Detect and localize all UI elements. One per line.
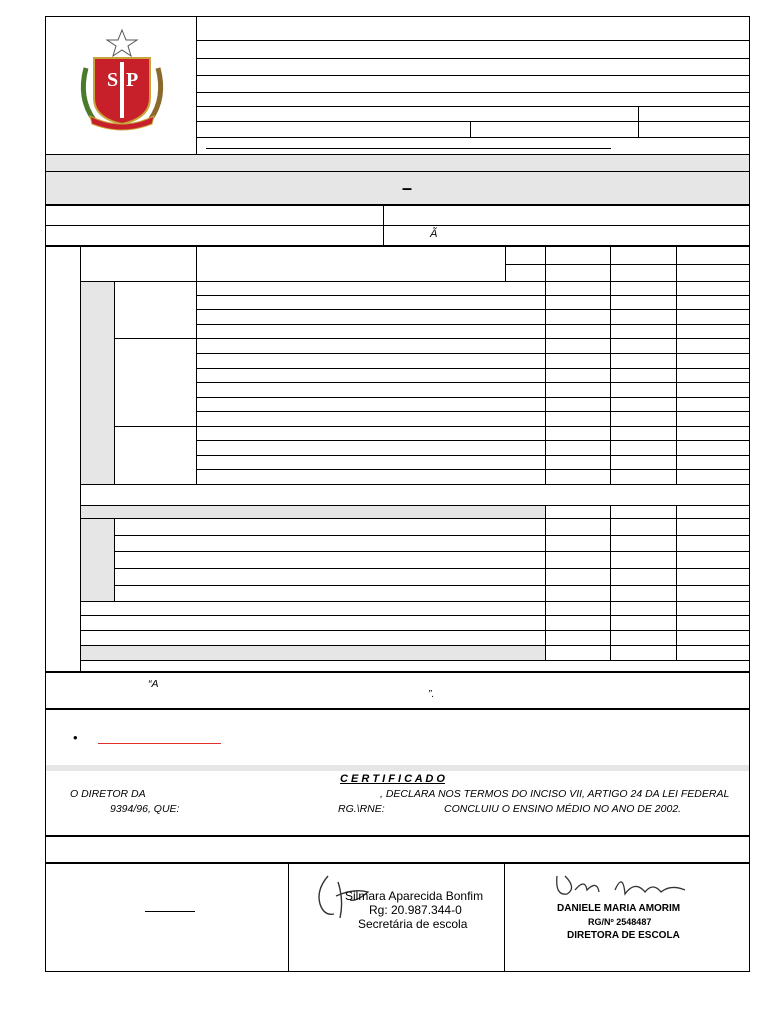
subject-row-line: [196, 338, 750, 339]
subject-row-line: [196, 440, 750, 441]
secretary-role: Secretária de escola: [358, 917, 468, 931]
total-band: [81, 646, 545, 660]
subject-row-line: [196, 411, 750, 412]
grades-header-divider: [196, 246, 197, 281]
header-row-line: [196, 106, 750, 107]
grades-header-line: [80, 281, 750, 282]
grades-header-line: [505, 264, 750, 265]
diversified-area-divider: [114, 518, 115, 601]
subject-row-line: [114, 535, 750, 536]
area-divider: [114, 281, 115, 484]
grades-col-divider: [610, 505, 611, 660]
director-name: DANIELE MARIA AMORIM: [557, 903, 681, 914]
certificate-line1-end: , DECLARA NOS TERMOS DO INCISO VII, ARTIGO 24 DA LEI FEDERAL: [380, 788, 730, 800]
header-row-line: [196, 58, 750, 59]
director-rg: RG/Nº 2548487: [588, 917, 652, 927]
signature-divider: [288, 863, 289, 972]
subject-row-line: [196, 353, 750, 354]
stamp-line: [145, 911, 195, 912]
header-row-line: [196, 75, 750, 76]
secretary-name: Silmara Aparecida Bonfim: [345, 889, 484, 903]
certificate-line2-start: 9394/96, QUE:: [110, 803, 180, 815]
place-date-row: [45, 836, 750, 863]
subject-row-line: [196, 397, 750, 398]
grades-col-divider: [676, 505, 677, 660]
subject-row-line: [80, 630, 750, 631]
certificate-title: C E R T I F I C A D O: [340, 773, 445, 785]
notes-quote-close: ”.: [428, 688, 435, 700]
student-info-row-line: [45, 225, 750, 226]
subject-row-line: [196, 469, 750, 470]
header-cell-divider: [470, 121, 471, 137]
notes-quote-open: “A: [148, 678, 159, 690]
director-signature-scribble: [553, 870, 688, 904]
header-divider: [196, 16, 197, 155]
subject-row-line: [114, 551, 750, 552]
grades-col-divider: [545, 246, 546, 484]
subject-row-line: [80, 660, 750, 661]
grades-col-divider: [545, 505, 546, 660]
subject-row-line: [196, 382, 750, 383]
red-underline: [98, 743, 221, 744]
subject-row-line: [196, 309, 750, 310]
state-crest-logo: [72, 28, 172, 133]
diversified-area-column: [81, 519, 114, 601]
subject-row-line: [114, 585, 750, 586]
bullet-mark: •: [73, 730, 78, 745]
area-group-line: [114, 338, 196, 339]
handwritten-signature-icon: [553, 870, 688, 904]
subject-row-line: [196, 324, 750, 325]
header-cell-divider: [638, 106, 639, 137]
subject-row-line: [196, 455, 750, 456]
diversified-band-line: [80, 518, 750, 519]
header-row-tick: [749, 75, 750, 92]
area-column: [81, 282, 114, 484]
subject-row-line: [114, 568, 750, 569]
student-info-divider: [383, 205, 384, 246]
header-signature-line: [206, 148, 611, 149]
subject-row-line: [196, 426, 750, 427]
grades-col-divider: [676, 246, 677, 484]
a-tilde-mark: Ã: [430, 228, 438, 240]
secretary-rg: Rg: 20.987.344-0: [369, 903, 462, 917]
title-band-main: [45, 171, 750, 205]
title-band-top: [45, 155, 750, 171]
subject-row-line: [80, 615, 750, 616]
crest-icon: [72, 28, 172, 133]
subject-row-line: [196, 295, 750, 296]
title-dash: –: [402, 178, 413, 198]
subject-row-line: [80, 484, 750, 485]
svg-text:S: S: [107, 69, 119, 91]
subject-row-line: [196, 368, 750, 369]
header-row-line: [196, 121, 750, 122]
certificate-line1-start: O DIRETOR DA: [70, 788, 146, 800]
certificate-line2-end: CONCLUIU O ENSINO MÉDIO NO ANO DE 2002.: [444, 803, 682, 815]
signature-divider: [504, 863, 505, 972]
header-row-line: [196, 40, 750, 41]
director-role: DIRETORA DE ESCOLA: [567, 930, 680, 941]
certificate-divider-band: [46, 765, 749, 771]
svg-text:P: P: [126, 69, 139, 91]
grades-col-divider: [610, 246, 611, 484]
certificate-line2-rg: RG.\RNE:: [338, 803, 385, 815]
area-group-line: [114, 426, 196, 427]
header-row-line: [196, 137, 750, 138]
diversified-band: [81, 506, 545, 518]
subject-row-line: [80, 601, 750, 602]
header-row-line: [196, 92, 750, 93]
